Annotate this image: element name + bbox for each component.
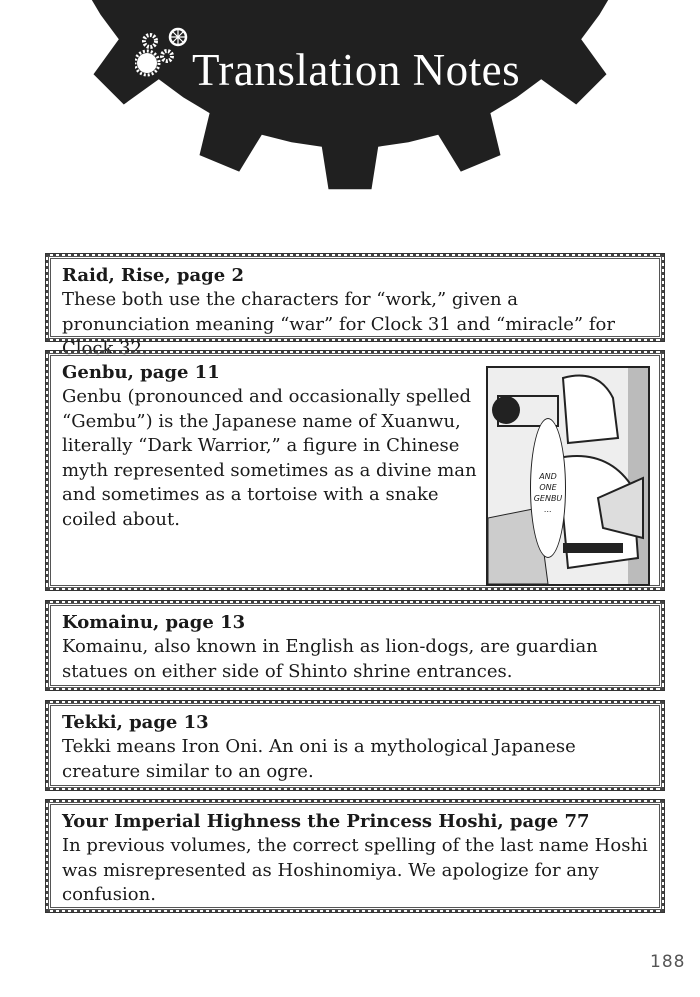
manga-panel-image — [486, 366, 650, 586]
gear-banner — [0, 0, 700, 200]
note-heading: Raid, Rise, page 2 — [62, 265, 244, 286]
note-body: Genbu (pronounced and occasionally spelled “Gembu”) is the Japanese name of Xuanwu, literally “Dark Warrior,” a figure in Chinese myth represented sometimes as a divine man and sometimes as a tortoise with a snake coiled about. — [62, 386, 477, 530]
note-raid-rise — [45, 253, 665, 359]
note-heading: Genbu, page 11 — [62, 362, 220, 383]
page-number: 188 — [650, 952, 686, 972]
note-body: In previous volumes, the correct spelling of the last name Hoshi was misrepresented as Hoshinomiya. We apologize for any confusion. — [62, 835, 648, 905]
note-body: Komainu, also known in English as lion-dogs, are guardian statues on either side of Shinto shrine entrances. — [62, 636, 598, 682]
note-heading: Your Imperial Highness the Princess Hoshi, page 77 — [62, 811, 590, 832]
note-body: These both use the characters for “work,” given a pronunciation meaning “war” for Clock 31 and “miracle” for Clock 32. — [62, 289, 615, 359]
note-komainu — [45, 600, 665, 691]
mech-illustration — [488, 368, 648, 584]
speech-bubble: AND ONE GENBU ... — [530, 418, 566, 558]
note-tekki — [45, 700, 665, 791]
small-gears-icon — [135, 26, 195, 78]
note-heading: Tekki, page 13 — [62, 712, 209, 733]
note-princess-hoshi — [45, 799, 665, 913]
note-genbu — [45, 350, 665, 591]
note-body: Tekki means Iron Oni. An oni is a mythological Japanese creature similar to an ogre. — [62, 736, 576, 782]
page-title: Translation Notes — [192, 45, 521, 95]
note-heading: Komainu, page 13 — [62, 612, 246, 633]
